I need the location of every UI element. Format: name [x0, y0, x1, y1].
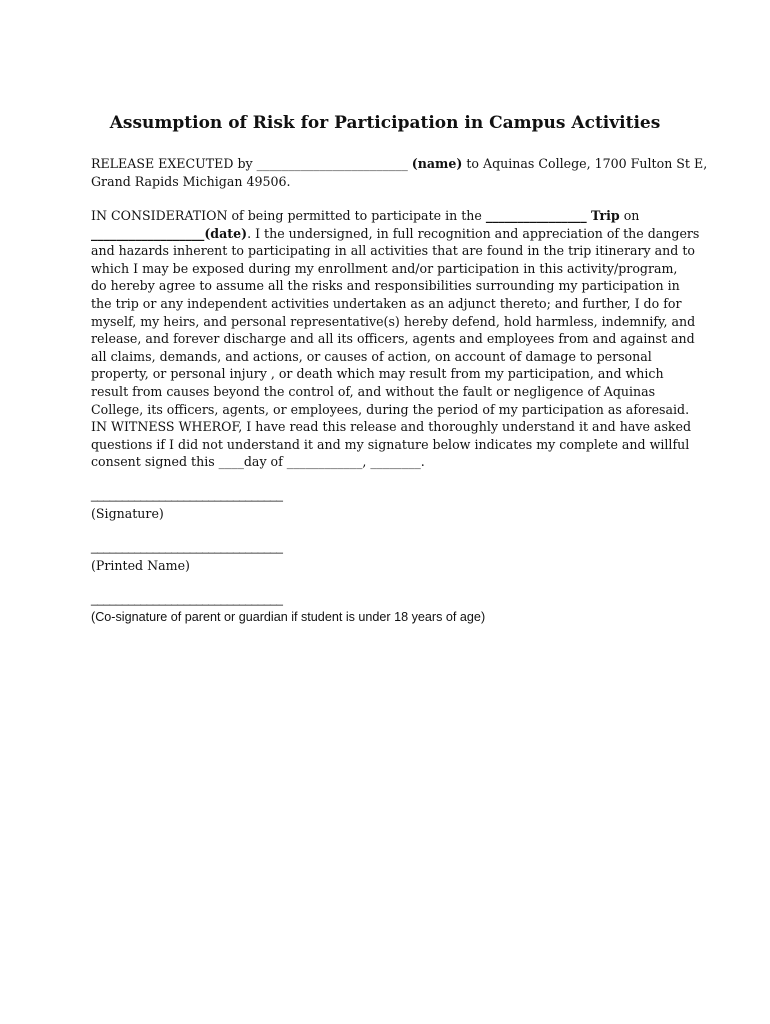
consideration-line-1-suffix: on [619, 208, 640, 223]
consent-signed-line: consent signed this ____day of ____________, ________. [91, 454, 425, 470]
co-signature-line: _______________________________ [91, 592, 283, 606]
co-signature-block [91, 591, 485, 626]
witness-line: questions if I did not understand it and my signature below indicates my complete and willful [91, 436, 690, 452]
release-line-2: Grand Rapids Michigan 49506. [91, 173, 291, 189]
co-signature-caption: (Co-signature of parent or guardian if student is under 18 years of age) [91, 609, 486, 624]
consideration-line: College, its officers, agents, or employees, during the period of my participation as aforesaid. [91, 401, 690, 417]
printed-name-block [91, 539, 282, 574]
consideration-line-2-suffix: . I the undersigned, in full recognition and appreciation of the dangers [247, 225, 700, 241]
consideration-line-2 [91, 225, 700, 243]
release-line-1 [91, 155, 708, 173]
consideration-line-1 [91, 207, 686, 225]
consideration-line: release, and forever discharge and all its officers, agents and employees from and against and [91, 331, 695, 347]
consideration-line: myself, my heirs, and personal representative(s) hereby defend, hold harmless, indemnify, and [91, 313, 696, 329]
document-title: Assumption of Risk for Participation in Campus Activities [109, 113, 661, 133]
consideration-line: the trip or any independent activities undertaken as an adjunct thereto; and further, I do for [91, 295, 682, 311]
printed-name-line: _______________________________ [91, 540, 283, 554]
consideration-line: and hazards inherent to participating in all activities that are found in the trip itinerary and to [91, 243, 695, 259]
consideration-line: result from causes beyond the control of, and without the fault or negligence of Aquinas [91, 383, 656, 399]
consideration-line-1-prefix: IN CONSIDERATION of being permitted to participate in the [91, 208, 486, 223]
signature-block [91, 487, 282, 522]
consideration-line: all claims, demands, and actions, or causes of action, on account of damage to personal [91, 348, 652, 364]
release-line-1-suffix: to Aquinas College, 1700 Fulton St E, [462, 156, 708, 171]
trip-blank-label: ________________ Trip [485, 208, 620, 223]
date-blank-label: __________________(date) [91, 225, 248, 241]
witness-line: IN WITNESS WHEROF, I have read this release and thoroughly understand it and have asked [91, 419, 692, 435]
name-blank-label: (name) [411, 156, 463, 171]
signature-caption: (Signature) [91, 505, 164, 521]
signature-line: _______________________________ [91, 488, 283, 502]
consideration-line: property, or personal injury , or death which may result from my participation, and which [91, 366, 664, 382]
consideration-paragraph [91, 207, 700, 471]
consideration-line: which I may be exposed during my enrollment and/or participation in this activity/program, [91, 260, 678, 276]
release-line-1-prefix: RELEASE EXECUTED by ________________________ [91, 156, 412, 171]
release-paragraph [91, 155, 708, 190]
printed-name-caption: (Printed Name) [91, 557, 190, 573]
consideration-line: do hereby agree to assume all the risks and responsibilities surrounding my participation in [91, 278, 680, 294]
